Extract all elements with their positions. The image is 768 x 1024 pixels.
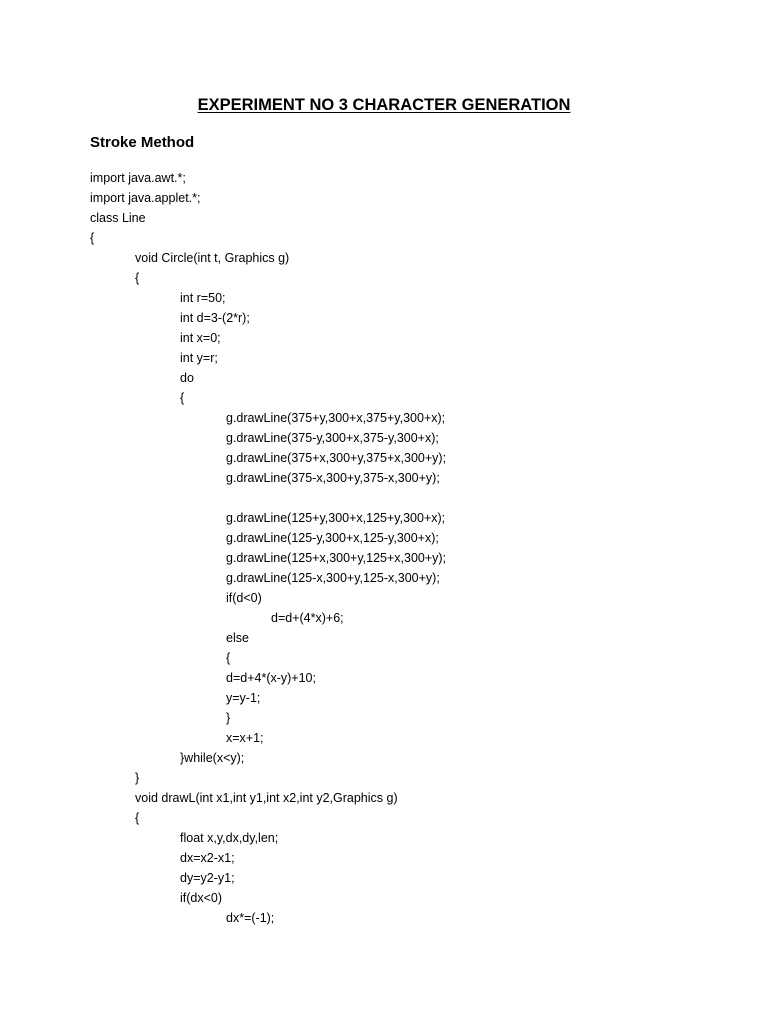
code-line: g.drawLine(125-y,300+x,125-y,300+x); xyxy=(226,531,439,545)
code-line: dx*=(-1); xyxy=(226,911,275,925)
code-line: int r=50; xyxy=(180,291,226,305)
code-line: int y=r; xyxy=(180,351,218,365)
code-line: { xyxy=(226,651,231,665)
code-line: dx=x2-x1; xyxy=(180,851,235,865)
code-listing xyxy=(90,168,446,928)
code-line: class Line xyxy=(90,211,146,225)
code-line: d=d+(4*x)+6; xyxy=(271,611,344,625)
code-line: d=d+4*(x-y)+10; xyxy=(226,671,316,685)
code-line: if(d<0) xyxy=(226,591,262,605)
code-line: g.drawLine(125+y,300+x,125+y,300+x); xyxy=(226,511,446,525)
code-line: g.drawLine(375-y,300+x,375-y,300+x); xyxy=(226,431,439,445)
code-line: void Circle(int t, Graphics g) xyxy=(135,251,290,265)
code-line: import java.applet.*; xyxy=(90,191,201,205)
code-line: int x=0; xyxy=(180,331,221,345)
code-line: x=x+1; xyxy=(226,731,264,745)
code-line: { xyxy=(90,231,95,245)
code-line: if(dx<0) xyxy=(180,891,223,905)
code-line: int d=3-(2*r); xyxy=(180,311,250,325)
code-line: { xyxy=(135,811,140,825)
code-line: g.drawLine(125-x,300+y,125-x,300+y); xyxy=(226,571,440,585)
section-heading: Stroke Method xyxy=(90,134,195,151)
code-line: do xyxy=(180,371,194,385)
code-line: { xyxy=(135,271,140,285)
code-line: } xyxy=(135,771,140,785)
code-line: g.drawLine(375+y,300+x,375+y,300+x); xyxy=(226,411,446,425)
code-line: g.drawLine(375+x,300+y,375+x,300+y); xyxy=(226,451,447,465)
document-title: EXPERIMENT NO 3 CHARACTER GENERATION xyxy=(197,96,571,114)
code-line: } xyxy=(226,711,231,725)
code-line: dy=y2-y1; xyxy=(180,871,235,885)
code-line: y=y-1; xyxy=(226,691,261,705)
code-line: g.drawLine(375-x,300+y,375-x,300+y); xyxy=(226,471,440,485)
code-line: g.drawLine(125+x,300+y,125+x,300+y); xyxy=(226,551,447,565)
blank-code-line xyxy=(90,488,446,508)
code-line: float x,y,dx,dy,len; xyxy=(180,831,279,845)
code-line: import java.awt.*; xyxy=(90,171,186,185)
code-line: }while(x<y); xyxy=(180,751,245,765)
code-line: void drawL(int x1,int y1,int x2,int y2,Graphics g) xyxy=(135,791,398,805)
code-line: else xyxy=(226,631,249,645)
code-line: { xyxy=(180,391,185,405)
